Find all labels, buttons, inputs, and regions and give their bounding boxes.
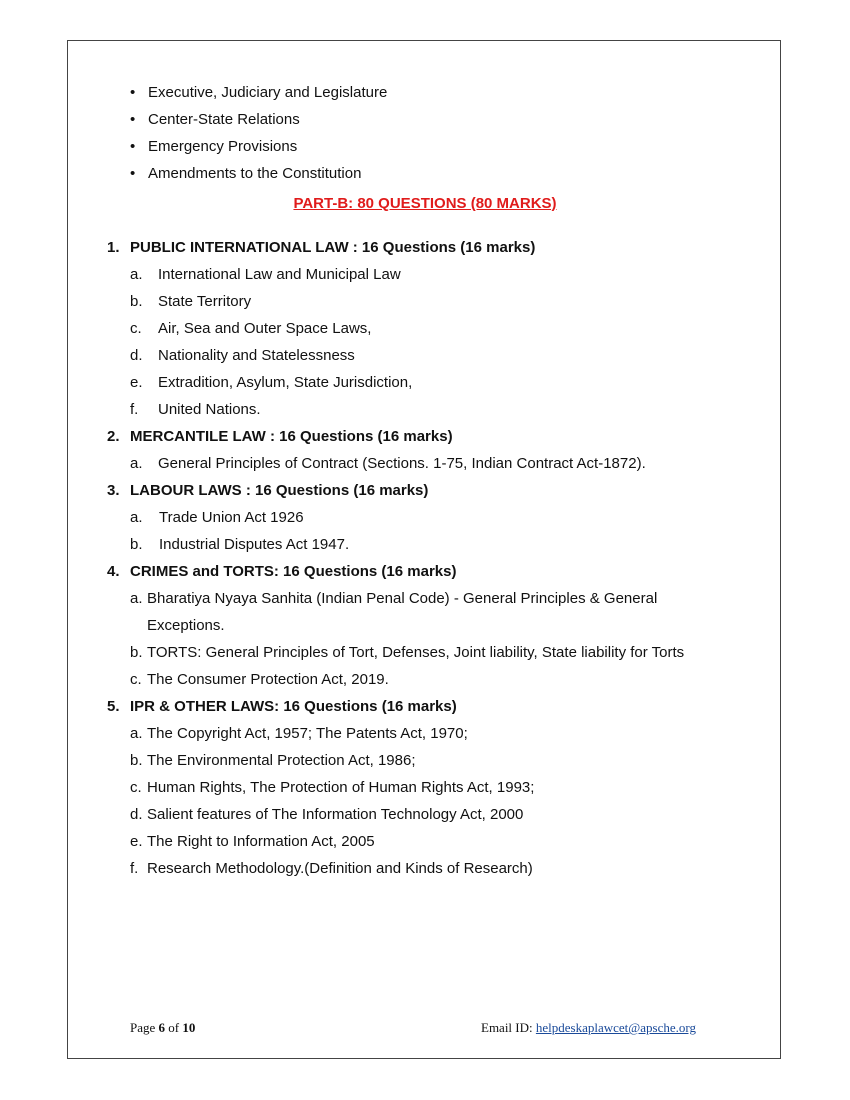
section-item: Trade Union Act 1926 — [159, 509, 304, 526]
bullet-item: Center-State Relations — [148, 111, 300, 128]
section-item: Air, Sea and Outer Space Laws, — [158, 320, 372, 337]
item-marker: c. — [130, 779, 142, 796]
bullet-item: Emergency Provisions — [148, 138, 298, 155]
bullet-icon: • — [130, 84, 136, 101]
section-item: International Law and Municipal Law — [158, 266, 401, 283]
item-marker: d. — [130, 806, 143, 823]
section-item: Research Methodology.(Definition and Kinds of Research) — [147, 860, 533, 877]
bullet-item: Amendments to the Constitution — [148, 165, 362, 182]
section-title: MERCANTILE LAW : 16 Questions (16 marks) — [130, 428, 453, 445]
item-marker: a. — [130, 590, 143, 607]
section-title: PUBLIC INTERNATIONAL LAW : 16 Questions (16 marks) — [130, 239, 536, 256]
section-item: The Consumer Protection Act, 2019. — [147, 671, 389, 688]
page-current: 6 — [158, 1020, 166, 1035]
bullet-item: Executive, Judiciary and Legislature — [148, 84, 388, 101]
item-marker: f. — [130, 860, 139, 877]
item-marker: a. — [130, 266, 143, 283]
page-of: of — [165, 1020, 183, 1035]
section-number: 2. — [107, 428, 120, 445]
item-marker: a. — [130, 455, 143, 472]
item-marker: b. — [130, 752, 143, 769]
page-prefix: Page — [130, 1020, 159, 1035]
section-title: CRIMES and TORTS: 16 Questions (16 marks) — [130, 563, 457, 580]
section-title: LABOUR LAWS : 16 Questions (16 marks) — [130, 482, 429, 499]
page-total: 10 — [182, 1020, 196, 1035]
item-marker: d. — [130, 347, 143, 364]
item-marker: f. — [130, 401, 139, 418]
bullet-icon: • — [130, 165, 136, 182]
item-marker: c. — [130, 671, 142, 688]
section-item: United Nations. — [158, 401, 261, 418]
section-item: General Principles of Contract (Sections. 1-75, Indian Contract Act-1872). — [158, 455, 646, 472]
section-item: Nationality and Statelessness — [158, 347, 355, 364]
section-number: 1. — [107, 239, 120, 256]
bullet-icon: • — [130, 138, 136, 155]
email-link[interactable]: helpdeskaplawcet@apsche.org — [535, 1020, 696, 1035]
section-number: 5. — [107, 698, 120, 715]
section-item: Human Rights, The Protection of Human Rights Act, 1993; — [147, 779, 535, 796]
part-b-heading: PART-B: 80 QUESTIONS (80 MARKS) — [293, 195, 557, 212]
item-marker: b. — [130, 293, 143, 310]
section-title: IPR & OTHER LAWS: 16 Questions (16 marks) — [130, 698, 457, 715]
section-number: 4. — [107, 563, 120, 580]
section-item: State Territory — [158, 293, 252, 310]
email-label: Email ID: — [481, 1020, 536, 1035]
section-item-continuation: Exceptions. — [147, 617, 225, 634]
section-item: The Right to Information Act, 2005 — [147, 833, 375, 850]
section-item: Extradition, Asylum, State Jurisdiction, — [158, 374, 413, 391]
item-marker: c. — [130, 320, 142, 337]
email-footer — [481, 1019, 696, 1037]
item-marker: e. — [130, 374, 143, 391]
section-number: 3. — [107, 482, 120, 499]
item-marker: a. — [130, 509, 143, 526]
item-marker: b. — [130, 536, 143, 553]
item-marker: e. — [130, 833, 143, 850]
section-item: The Environmental Protection Act, 1986; — [147, 752, 416, 769]
item-marker: b. — [130, 644, 143, 661]
section-item: Salient features of The Information Technology Act, 2000 — [147, 806, 524, 823]
section-item: Industrial Disputes Act 1947. — [159, 536, 350, 553]
section-item: The Copyright Act, 1957; The Patents Act, 1970; — [147, 725, 468, 742]
item-marker: a. — [130, 725, 143, 742]
page-number-footer — [130, 1019, 195, 1037]
section-item: TORTS: General Principles of Tort, Defenses, Joint liability, State liability for Torts — [147, 644, 685, 661]
bullet-icon: • — [130, 111, 136, 128]
section-item: Bharatiya Nyaya Sanhita (Indian Penal Code) - General Principles & General — [147, 590, 658, 607]
